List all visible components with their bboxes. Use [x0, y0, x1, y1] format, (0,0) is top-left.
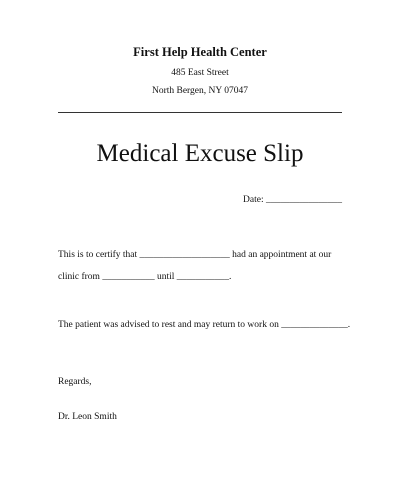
address-street: 485 East Street: [171, 68, 229, 78]
date-field-line: Date: ________________: [243, 195, 342, 205]
document-title: Medical Excuse Slip: [96, 140, 304, 167]
organization-name: First Help Health Center: [133, 45, 267, 59]
header-divider: [58, 112, 342, 113]
signer-name: Dr. Leon Smith: [58, 412, 117, 422]
certify-text-line-1: This is to certify that ___________________ had an appointment at our: [58, 250, 332, 260]
closing-text: Regards,: [58, 377, 92, 387]
return-to-work-text: The patient was advised to rest and may return to work on ______________.: [58, 320, 351, 330]
certify-text-line-2: clinic from ___________ until ___________.: [58, 272, 232, 282]
address-city: North Bergen, NY 07047: [151, 86, 249, 96]
